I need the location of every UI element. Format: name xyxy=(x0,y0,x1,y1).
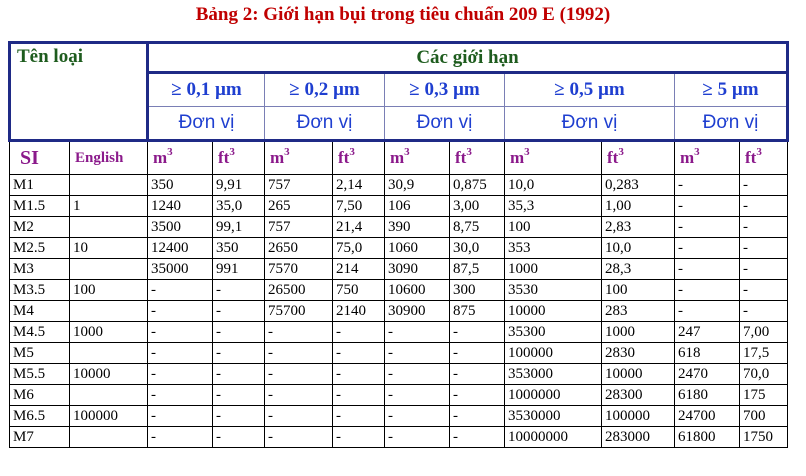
ft3-value-cell: - xyxy=(740,238,788,259)
m3-value-cell: - xyxy=(265,427,333,448)
m3-value-cell: 10000000 xyxy=(505,427,602,448)
m3-value-cell: 1060 xyxy=(385,238,450,259)
ft3-value-cell: 21,4 xyxy=(333,217,385,238)
table-row xyxy=(10,259,788,280)
ft3-value-cell: 75,0 xyxy=(333,238,385,259)
m3-value-cell: 2470 xyxy=(675,364,740,385)
ft3-value-cell: 10,0 xyxy=(602,238,675,259)
ft3-value-cell: - xyxy=(213,427,265,448)
ft3-value-cell: - xyxy=(740,217,788,238)
m3-value-cell: 1240 xyxy=(148,196,213,217)
m3-value-cell: 30,9 xyxy=(385,175,450,196)
m3-value-cell: 3090 xyxy=(385,259,450,280)
m3-value-cell: - xyxy=(265,406,333,427)
m3-value-cell: 6180 xyxy=(675,385,740,406)
ft3-value-cell: - xyxy=(213,343,265,364)
si-class-cell: M5.5 xyxy=(10,364,70,385)
ft3-value-cell: - xyxy=(333,343,385,364)
unit-header: Đơn vị xyxy=(265,107,385,141)
m3-value-cell: 3530 xyxy=(505,280,602,301)
ft3-value-cell: 99,1 xyxy=(213,217,265,238)
ft3-value-cell: 1,00 xyxy=(602,196,675,217)
table-title: Bảng 2: Giới hạn bụi trong tiêu chuẩn 209 E (1992) xyxy=(195,4,611,25)
size-header-5um: ≥ 5 µm xyxy=(675,73,788,107)
m3-value-cell: - xyxy=(265,322,333,343)
ft3-value-cell: - xyxy=(213,364,265,385)
m3-value-cell: 1000000 xyxy=(505,385,602,406)
m3-value-cell: 353000 xyxy=(505,364,602,385)
m3-value-cell: 12400 xyxy=(148,238,213,259)
english-class-cell xyxy=(70,175,148,196)
unit-header: Đơn vị xyxy=(675,107,788,141)
ft3-value-cell: 30,0 xyxy=(450,238,505,259)
ft3-value-cell: 875 xyxy=(450,301,505,322)
m3-value-cell: 35300 xyxy=(505,322,602,343)
si-class-cell: M3.5 xyxy=(10,280,70,301)
english-class-cell: 10000 xyxy=(70,364,148,385)
ft3-value-cell: 2830 xyxy=(602,343,675,364)
m3-value-cell: - xyxy=(148,364,213,385)
m3-value-cell: - xyxy=(385,385,450,406)
si-class-cell: M5 xyxy=(10,343,70,364)
m3-value-cell: 7570 xyxy=(265,259,333,280)
si-class-cell: M3 xyxy=(10,259,70,280)
m3-value-cell: - xyxy=(675,196,740,217)
si-column-header: SI xyxy=(10,141,70,175)
ft3-value-cell: 991 xyxy=(213,259,265,280)
m3-value-cell: - xyxy=(385,427,450,448)
m3-value-cell: - xyxy=(148,322,213,343)
ft3-value-cell: - xyxy=(450,385,505,406)
ft3-value-cell: - xyxy=(333,364,385,385)
table-row xyxy=(10,427,788,448)
m3-value-cell: - xyxy=(385,364,450,385)
m3-value-cell: 757 xyxy=(265,175,333,196)
size-header-0.2um: ≥ 0,2 µm xyxy=(265,73,385,107)
english-class-cell xyxy=(70,259,148,280)
ft3-value-cell: 10000 xyxy=(602,364,675,385)
table-row xyxy=(10,280,788,301)
m3-value-cell: 106 xyxy=(385,196,450,217)
m3-value-cell: - xyxy=(675,280,740,301)
ft3-value-cell: 300 xyxy=(450,280,505,301)
m3-value-cell: - xyxy=(265,385,333,406)
ft3-value-cell: 70,0 xyxy=(740,364,788,385)
m3-value-cell: - xyxy=(148,385,213,406)
english-class-cell: 100000 xyxy=(70,406,148,427)
table-row xyxy=(10,406,788,427)
ft3-value-cell: - xyxy=(450,406,505,427)
unit-m3-header: $m^3$ xyxy=(505,141,602,175)
ft3-value-cell: 2,83 xyxy=(602,217,675,238)
ft3-value-cell: 1750 xyxy=(740,427,788,448)
english-class-cell xyxy=(70,427,148,448)
m3-value-cell: - xyxy=(385,322,450,343)
english-class-cell: 1 xyxy=(70,196,148,217)
ft3-value-cell: - xyxy=(213,301,265,322)
m3-value-cell: - xyxy=(265,364,333,385)
m3-value-cell: 350 xyxy=(148,175,213,196)
m3-value-cell: 265 xyxy=(265,196,333,217)
m3-value-cell: - xyxy=(148,343,213,364)
m3-value-cell: 30900 xyxy=(385,301,450,322)
unit-ft3-header: $ft^3$ xyxy=(450,141,505,175)
ft3-value-cell: - xyxy=(450,364,505,385)
m3-value-cell: - xyxy=(265,343,333,364)
m3-value-cell: 35,3 xyxy=(505,196,602,217)
table-row xyxy=(10,364,788,385)
size-header-0.5um: ≥ 0,5 µm xyxy=(505,73,675,107)
m3-value-cell: - xyxy=(675,217,740,238)
m3-value-cell: - xyxy=(148,427,213,448)
table-row xyxy=(10,343,788,364)
ft3-value-cell: 35,0 xyxy=(213,196,265,217)
ft3-value-cell: 0,283 xyxy=(602,175,675,196)
english-class-cell xyxy=(70,343,148,364)
m3-value-cell: - xyxy=(675,238,740,259)
ft3-value-cell: - xyxy=(213,322,265,343)
m3-value-cell: - xyxy=(385,406,450,427)
table-row xyxy=(10,385,788,406)
ft3-value-cell: 350 xyxy=(213,238,265,259)
m3-value-cell: - xyxy=(148,301,213,322)
si-class-cell: M7 xyxy=(10,427,70,448)
ft3-value-cell: 175 xyxy=(740,385,788,406)
ft3-value-cell: 28,3 xyxy=(602,259,675,280)
english-class-cell xyxy=(70,217,148,238)
m3-value-cell: - xyxy=(675,259,740,280)
unit-ft3-header: $ft^3$ xyxy=(333,141,385,175)
table-row xyxy=(10,301,788,322)
m3-value-cell: 100 xyxy=(505,217,602,238)
m3-value-cell: 26500 xyxy=(265,280,333,301)
m3-value-cell: 35000 xyxy=(148,259,213,280)
m3-value-cell: 61800 xyxy=(675,427,740,448)
unit-m3-header: $m^3$ xyxy=(148,141,213,175)
m3-value-cell: 10,0 xyxy=(505,175,602,196)
ft3-value-cell: - xyxy=(450,322,505,343)
table-row xyxy=(10,322,788,343)
m3-value-cell: - xyxy=(148,280,213,301)
ft3-value-cell: 2,14 xyxy=(333,175,385,196)
ft3-value-cell: - xyxy=(213,385,265,406)
ft3-value-cell: 3,00 xyxy=(450,196,505,217)
unit-ft3-header: $ft^3$ xyxy=(602,141,675,175)
ft3-value-cell: 9,91 xyxy=(213,175,265,196)
unit-header: Đơn vị xyxy=(148,107,265,141)
ft3-value-cell: 283000 xyxy=(602,427,675,448)
ft3-value-cell: - xyxy=(740,301,788,322)
unit-m3-header: $m^3$ xyxy=(675,141,740,175)
ft3-value-cell: 87,5 xyxy=(450,259,505,280)
ft3-value-cell: 7,50 xyxy=(333,196,385,217)
m3-value-cell: - xyxy=(675,301,740,322)
ft3-value-cell: - xyxy=(333,406,385,427)
unit-ft3-header: $ft^3$ xyxy=(740,141,788,175)
m3-value-cell: 247 xyxy=(675,322,740,343)
m3-value-cell: 75700 xyxy=(265,301,333,322)
m3-value-cell: - xyxy=(148,406,213,427)
unit-header: Đơn vị xyxy=(505,107,675,141)
si-class-cell: M1.5 xyxy=(10,196,70,217)
ft3-value-cell: - xyxy=(213,280,265,301)
m3-value-cell: 24700 xyxy=(675,406,740,427)
ft3-value-cell: - xyxy=(333,322,385,343)
m3-value-cell: 10000 xyxy=(505,301,602,322)
unit-ft3-header: $ft^3$ xyxy=(213,141,265,175)
unit-m3-header: $m^3$ xyxy=(385,141,450,175)
m3-value-cell: 1000 xyxy=(505,259,602,280)
ft3-value-cell: - xyxy=(333,427,385,448)
si-class-cell: M2 xyxy=(10,217,70,238)
type-name-header: Tên loại xyxy=(10,43,148,141)
m3-value-cell: 618 xyxy=(675,343,740,364)
unit-m3-header: $m^3$ xyxy=(265,141,333,175)
unit-header: Đơn vị xyxy=(385,107,505,141)
si-class-cell: M2.5 xyxy=(10,238,70,259)
ft3-value-cell: 214 xyxy=(333,259,385,280)
ft3-value-cell: 283 xyxy=(602,301,675,322)
ft3-value-cell: 0,875 xyxy=(450,175,505,196)
ft3-value-cell: 1000 xyxy=(602,322,675,343)
m3-value-cell: - xyxy=(385,343,450,364)
table-row xyxy=(10,217,788,238)
english-class-cell xyxy=(70,301,148,322)
english-column-header: English xyxy=(70,141,148,175)
size-header-0.3um: ≥ 0,3 µm xyxy=(385,73,505,107)
english-class-cell: 10 xyxy=(70,238,148,259)
ft3-value-cell: 100 xyxy=(602,280,675,301)
ft3-value-cell: - xyxy=(450,427,505,448)
si-class-cell: M4 xyxy=(10,301,70,322)
size-header-0.1um: ≥ 0,1 µm xyxy=(148,73,265,107)
ft3-value-cell: - xyxy=(213,406,265,427)
ft3-value-cell: 2140 xyxy=(333,301,385,322)
m3-value-cell: 757 xyxy=(265,217,333,238)
ft3-value-cell: 750 xyxy=(333,280,385,301)
ft3-value-cell: - xyxy=(740,280,788,301)
english-class-cell: 100 xyxy=(70,280,148,301)
ft3-value-cell: 28300 xyxy=(602,385,675,406)
si-class-cell: M6.5 xyxy=(10,406,70,427)
table-row xyxy=(10,196,788,217)
english-class-cell: 1000 xyxy=(70,322,148,343)
table-row xyxy=(10,238,788,259)
ft3-value-cell: - xyxy=(740,175,788,196)
m3-value-cell: 100000 xyxy=(505,343,602,364)
m3-value-cell: 353 xyxy=(505,238,602,259)
ft3-value-cell: 100000 xyxy=(602,406,675,427)
si-class-cell: M6 xyxy=(10,385,70,406)
ft3-value-cell: 8,75 xyxy=(450,217,505,238)
m3-value-cell: 3530000 xyxy=(505,406,602,427)
m3-value-cell: 390 xyxy=(385,217,450,238)
limits-header: Các giới hạn xyxy=(148,43,788,73)
m3-value-cell: 3500 xyxy=(148,217,213,238)
m3-value-cell: 10600 xyxy=(385,280,450,301)
si-class-cell: M4.5 xyxy=(10,322,70,343)
m3-value-cell: 2650 xyxy=(265,238,333,259)
ft3-value-cell: 700 xyxy=(740,406,788,427)
m3-value-cell: - xyxy=(675,175,740,196)
dust-limits-table xyxy=(8,41,789,448)
ft3-value-cell: - xyxy=(740,196,788,217)
table-row xyxy=(10,175,788,196)
ft3-value-cell: - xyxy=(740,259,788,280)
ft3-value-cell: - xyxy=(450,343,505,364)
ft3-value-cell: - xyxy=(333,385,385,406)
english-class-cell xyxy=(70,385,148,406)
si-class-cell: M1 xyxy=(10,175,70,196)
ft3-value-cell: 17,5 xyxy=(740,343,788,364)
ft3-value-cell: 7,00 xyxy=(740,322,788,343)
